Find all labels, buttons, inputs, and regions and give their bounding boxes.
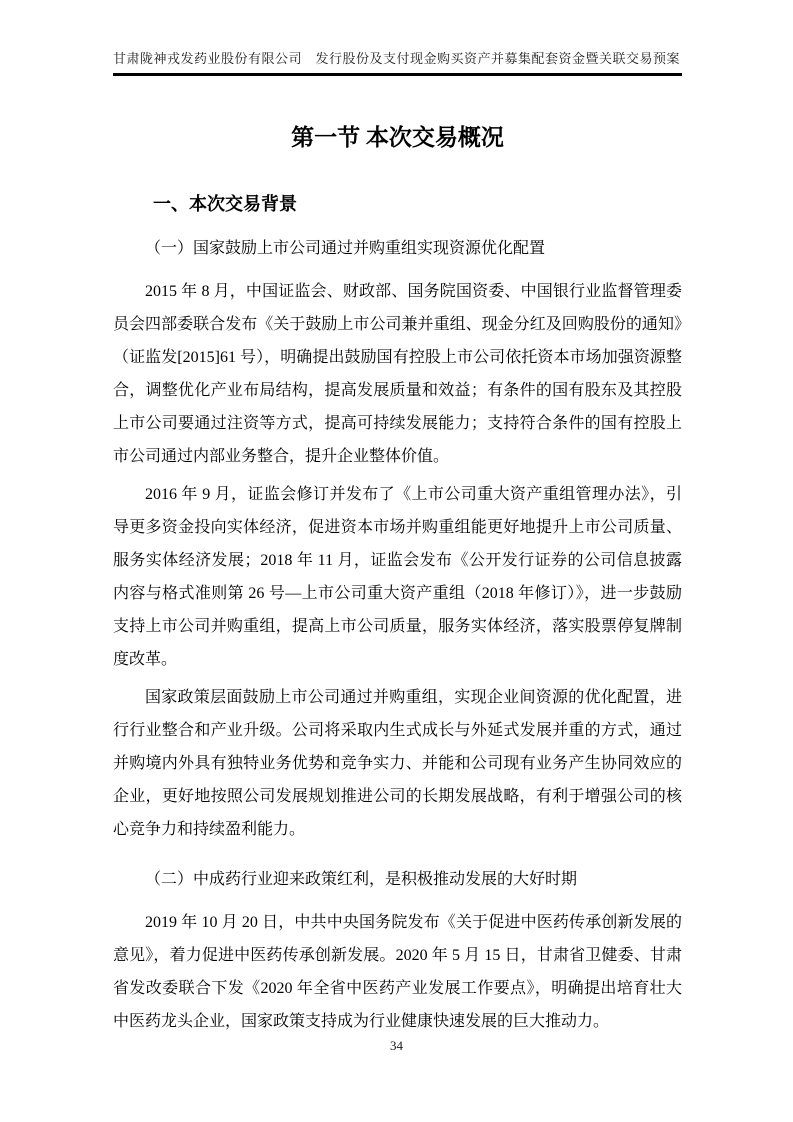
- section-heading: 一、本次交易背景: [153, 194, 297, 214]
- subsection-heading-1: （一）国家鼓励上市公司通过并购重组实现资源优化配置: [145, 240, 546, 257]
- page-number: 34: [390, 1038, 403, 1053]
- paragraph: 2015 年 8 月，中国证监会、财政部、国务院国资委、中国银行业监督管理委员会四部委联合发布《关于鼓励上市公司兼并重组、现金分红及回购股份的通知》（证监发[2015]61 号），明确提出鼓励国有控股上市公司依托资本市场加强资源整合，调整优化产业布局结构，提高发展质量和效益；有条件的国有股东及其控股上市公司要通过注资等方式，提高可持续发展能力；支持符合条件的国有控股上市公司通过内部业务整合，提升企业整体价值。: [113, 283, 682, 465]
- paragraph: 国家政策层面鼓励上市公司通过并购重组，实现企业间资源的优化配置，进行行业整合和产业升级。公司将采取内生式成长与外延式发展并重的方式，通过并购境内外具有独特业务优势和竞争实力、并能和公司现有业务产生协同效应的企业，更好地按照公司发展规划推进公司的长期发展战略，有利于增强公司的核心竞争力和持续盈利能力。: [113, 689, 682, 838]
- page-header-text: 甘肃陇神戎发药业股份有限公司 发行股份及支付现金购买资产并募集配套资金暨关联交易预案: [113, 51, 681, 66]
- paragraph: 2019 年 10 月 20 日，中共中央国务院发布《关于促进中医药传承创新发展的意见》，着力促进中医药传承创新发展。2020 年 5 月 15 日，甘肃省卫健委、甘肃省发改委联合下发《2020 年全省中医药产业发展工作要点》，明确提出培育壮大中医药龙头企业，国家政策支持成为行业健康快速发展的巨大推动力。: [113, 914, 682, 1030]
- subsection-heading-2: （二）中成药行业迎来政策红利，是积极推动发展的大好时期: [145, 871, 578, 888]
- chapter-title: 第一节 本次交易概况: [291, 125, 504, 150]
- header-rule-divider: [113, 73, 682, 76]
- paragraph: 2016 年 9 月，证监会修订并发布了《上市公司重大资产重组管理办法》，引导更多资金投向实体经济，促进资本市场并购重组能更好地提升上市公司质量、服务实体经济发展；2018 年 11 月，证监会发布《公开发行证券的公司信息披露内容与格式准则第 26 号—上市公司重大资产重组（2018 年修订）》，进一步鼓励支持上市公司并购重组，提高上市公司质量，服务实体经济，落实股票停复牌制度改革。: [113, 486, 682, 668]
